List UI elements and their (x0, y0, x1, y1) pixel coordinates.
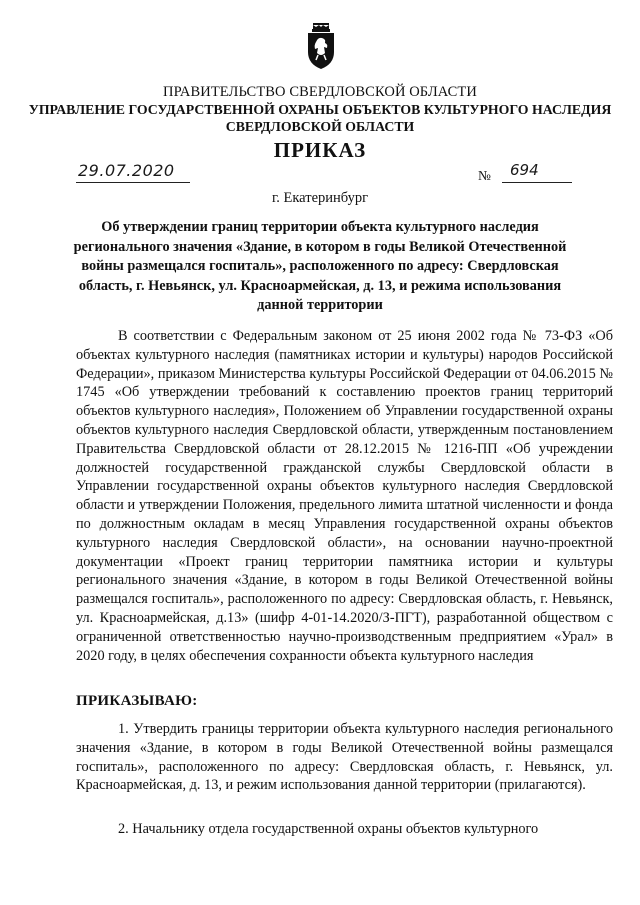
order-item-2: 2. Начальнику отдела государственной охраны объектов культурного (118, 821, 539, 837)
preamble-paragraph: В соответствии с Федеральным законом от 25 июня 2002 года № 73-ФЗ «Об объектах культурного наследия (памятниках истории и культуры) народов Российской Федерации», приказом Министерства культуры Российской Федерации от 04.06.2015 № 1745 «Об утверждении требований к составлению проектов границ территорий объектов культурного наследия», Положением об Управлении государственной охраны объектов культурного наследия Свердловской области, утвержденным постановлением Правительства Свердловской области от 28.12.2015 № 1216-ПП «Об учреждении должностей государственной гражданской службы Свердловской области в Управлении государственной охраны объектов культурного наследия Свердловской области и утверждении Положения, предельного лимита штатной численности и фонда по должностным окладам в месяц Управления государственной охраны объектов культурного наследия Свердловской области», на основании научно-проектной документации «Проект границ территории памятника истории и культуры регионального значения «Здание, в котором в годы Великой Отечественной войны размещался госпиталь», расположенного по адресу: Свердловская область, г. Невьянск, ул. Красноармейская, д.13» (шифр 4-01-14.2020/З-ПГТ), разработанной обществом с ограниченной ответственностью научно-производственным предприятием «Урал» в 2020 году, в целях обеспечения сохранности объекта культурного наследия (76, 328, 613, 664)
document-type-title: ПРИКАЗ (273, 138, 367, 162)
department-name-line1: УПРАВЛЕНИЕ ГОСУДАРСТВЕННОЙ ОХРАНЫ ОБЪЕКТОВ КУЛЬТУРНОГО НАСЛЕДИЯ (28, 102, 612, 117)
handwritten-date: 29.07.2020 (78, 161, 175, 180)
number-label: № (478, 168, 491, 183)
number-field (502, 160, 572, 183)
department-name (0, 101, 640, 135)
order-item-1: 1. Утвердить границы территории объекта культурного наследия регионального значения «Здание, в котором в годы Великой Отечественной войны размещался госпиталь», расположенного по адресу: Свердловская область, г. Невьянск, ул. Красноармейская, д. 13, и режим использования данной территории (прилагаются). (76, 721, 613, 794)
sverdlovsk-coat-of-arms-icon (304, 22, 338, 70)
city: г. Екатеринбург (271, 190, 369, 206)
date-field (76, 160, 190, 183)
department-name-line2: СВЕРДЛОВСКОЙ ОБЛАСТИ (225, 119, 415, 134)
order-heading: ПРИКАЗЫВАЮ: (76, 693, 198, 709)
order-title: Об утверждении границ территории объекта культурного наследия регионального значения «Здание, в котором в годы Великой Отечественной войны размещался госпиталь», расположенного по адресу: Свердловская область, г. Невьянск, ул. Красноармейская, д. 13, и режима использования данной территории (73, 219, 567, 314)
handwritten-number: 694 (510, 161, 539, 179)
government-name: ПРАВИТЕЛЬСТВО СВЕРДЛОВСКОЙ ОБЛАСТИ (163, 84, 477, 100)
